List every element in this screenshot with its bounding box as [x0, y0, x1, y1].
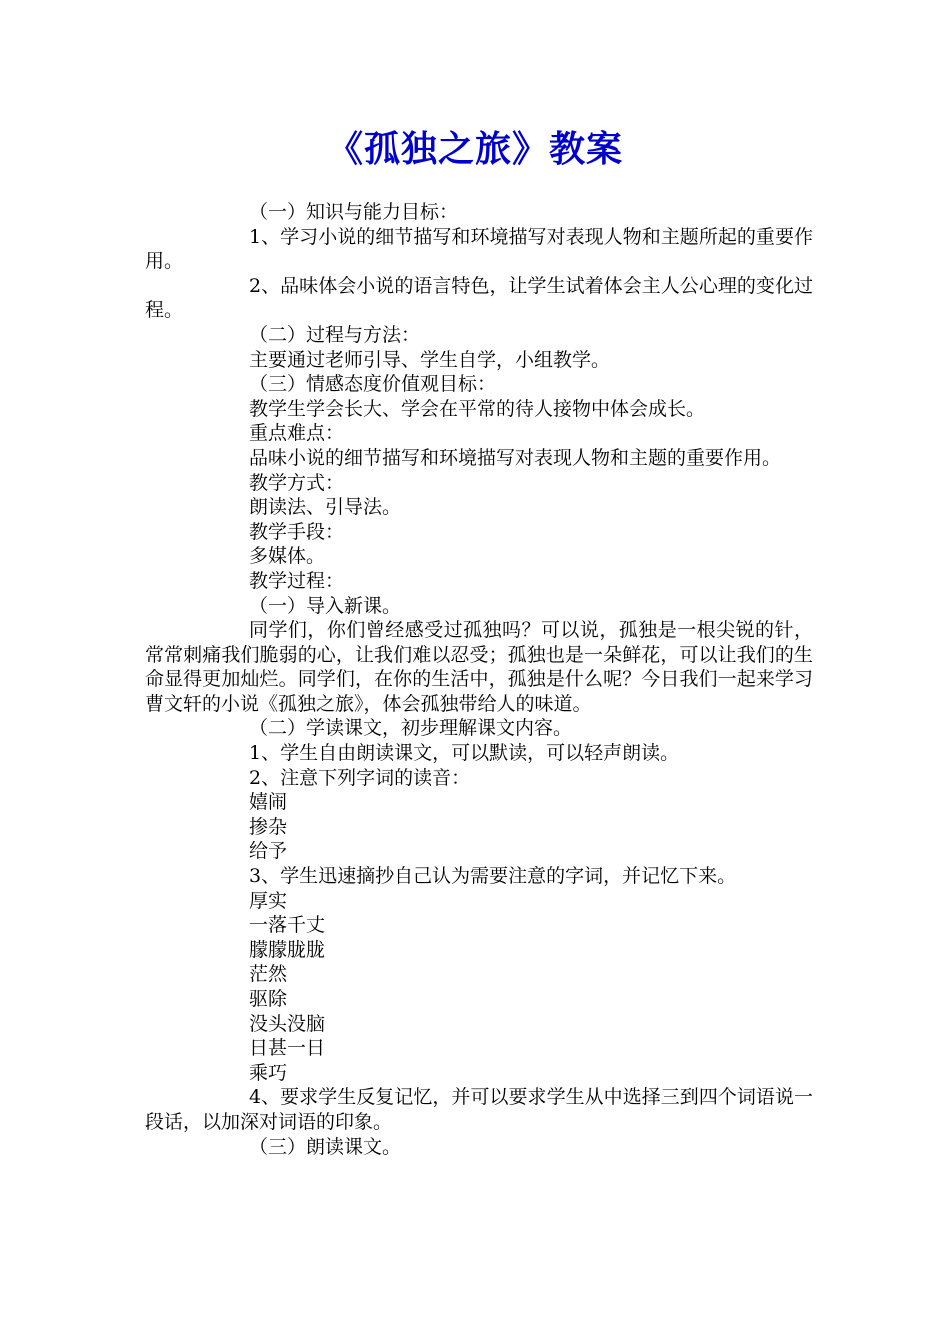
- paragraph: 同学们，你们曾经感受过孤独吗？可以说，孤独是一根尖锐的针，常常刺痛我们脆弱的心，让我们难以忍受；孤独也是一朵鲜花，可以让我们的生命显得更加灿烂。同学们，在你的生活中，孤独是什么呢？今日我们一起来学习曹文轩的小说《孤独之旅》，体会孤独带给人的味道。: [145, 619, 813, 715]
- paragraph: 朦朦胧胧: [249, 938, 326, 961]
- paragraph: （一）导入新课。: [249, 594, 402, 617]
- paragraph: 品味小说的细节描写和环境描写对表现人物和主题的重要作用。: [249, 446, 782, 469]
- paragraph: 乘巧: [249, 1061, 288, 1084]
- paragraph: 教学手段：: [249, 520, 345, 543]
- paragraph: 嬉闹: [249, 791, 288, 814]
- paragraph: 驱除: [249, 988, 288, 1010]
- paragraph: 朗读法、引导法。: [249, 496, 402, 519]
- paragraph: 1、学生自由朗读课文，可以默读，可以轻声朗读。: [249, 742, 680, 765]
- paragraph: 没头没脑: [249, 1012, 326, 1035]
- paragraph: 多媒体。: [249, 545, 326, 568]
- document-body: [145, 200, 813, 1159]
- paragraph: 2、品味体会小说的语言特色，让学生试着体会主人公心理的变化过程。: [145, 274, 813, 322]
- paragraph: 1、学习小说的细节描写和环境描写对表现人物和主题所起的重要作用。: [145, 225, 813, 273]
- paragraph: （二）过程与方法：: [249, 323, 421, 346]
- paragraph: 3、学生迅速摘抄自己认为需要注意的字词，并记忆下来。: [249, 865, 737, 888]
- paragraph: 2、注意下列字词的读音：: [249, 766, 471, 789]
- paragraph: 厚实: [249, 889, 288, 912]
- paragraph: 给予: [249, 840, 288, 863]
- paragraph: 重点难点：: [249, 422, 345, 445]
- paragraph: 日甚一日: [249, 1037, 326, 1060]
- paragraph: 教学生学会长大、学会在平常的待人接物中体会成长。: [249, 397, 706, 420]
- paragraph: 教学过程：: [249, 569, 345, 592]
- paragraph: （二）学读课文，初步理解课文内容。: [249, 717, 573, 740]
- paragraph: 主要通过老师引导、学生自学，小组教学。: [249, 348, 611, 371]
- paragraph: （三）朗读课文。: [249, 1135, 402, 1158]
- paragraph: 教学方式：: [249, 471, 345, 494]
- paragraph: 茫然: [249, 963, 288, 986]
- paragraph: 一落千丈: [249, 914, 326, 937]
- paragraph: （一）知识与能力目标：: [249, 201, 459, 223]
- paragraph: 4、要求学生反复记忆，并可以要求学生从中选择三到四个词语说一段话，以加深对词语的印象。: [145, 1086, 813, 1133]
- paragraph: （三）情感态度价值观目标：: [249, 373, 497, 396]
- document-title: 《孤独之旅》教案: [326, 128, 623, 170]
- paragraph: 掺杂: [249, 815, 288, 838]
